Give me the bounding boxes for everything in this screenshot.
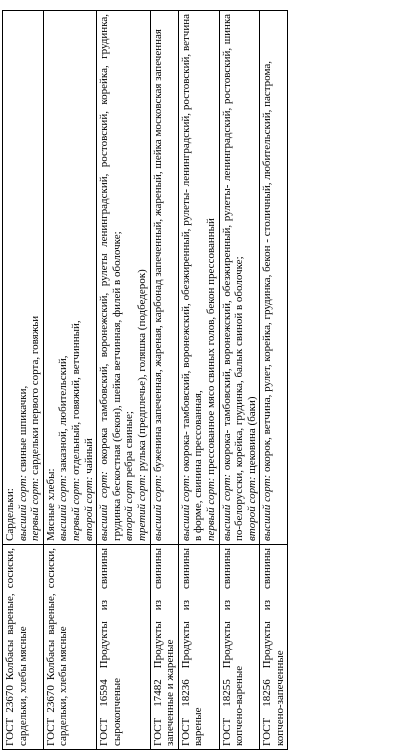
product-text: отдельный, говяжий, ветчинный, (69, 320, 82, 475)
product-line (29, 14, 42, 541)
grade-label: высший сорт: (57, 474, 70, 541)
product-line (70, 14, 83, 541)
table-row (178, 11, 219, 750)
product-line (98, 14, 123, 541)
standard-cell: ГОСТ 16594 Продукты из свинины сырокопченые (97, 545, 150, 750)
product-text: сардельки первого сорта, говяжьи (29, 315, 42, 475)
product-line (4, 14, 17, 541)
product-text: окорока- тамбовский, воронежский, обезжиренный, рулеты- ленинградский, ростовский, шинка по-белорусски, корейка, грудинка, балык свиной в оболочке; (220, 13, 246, 541)
product-line (261, 14, 274, 541)
standards-table (2, 10, 288, 750)
products-cell (219, 11, 260, 545)
table-row (260, 11, 288, 750)
product-text: окорока- тамбовский, воронежский, обезжиренный, рулеты- ленинградский, ростовский, ветчина в форме, свинина прессованная, (179, 14, 205, 541)
standard-cell: ГОСТ 18236 Продукты из свинины вареные (178, 545, 219, 750)
product-text: рулька (предплечье), голяшка (подбедерок) (135, 269, 148, 472)
grade-label: высший сорт: (16, 474, 29, 541)
product-text: Мясные хлебы: (44, 468, 57, 541)
grade-label: высший сорт: (261, 474, 274, 541)
product-text: окорок, ветчина, рулет, корейка, грудинка, бекон - столичный, любительский, пастрома, (261, 61, 274, 473)
product-line (180, 14, 205, 541)
grade-label: высший сорт: (179, 474, 192, 541)
grade-label: второй сорт: (245, 476, 258, 541)
standard-cell: ГОСТ 17482 Продукты из свинины запеченные и жареные (150, 545, 178, 750)
products-cell (97, 11, 150, 545)
grade-label: высший сорт: (220, 473, 233, 541)
products-cell (150, 11, 178, 545)
standard-cell: ГОСТ 18255 Продукты из свинины копчено-вареные (219, 545, 260, 750)
standard-cell: ГОСТ 18256 Продукты из свинины копчено-запеченные (260, 545, 288, 750)
standard-cell: ГОСТ 23670 Колбасы вареные, сосиски, сардельки, хлебы мясные (3, 545, 44, 750)
products-cell (178, 11, 219, 545)
grade-label: третий сорт: (135, 474, 148, 541)
product-line (45, 14, 58, 541)
products-cell (260, 11, 288, 545)
grade-label: первый сорт: (29, 477, 42, 541)
product-text: Сардельки: (4, 488, 16, 541)
products-cell (3, 11, 44, 545)
table-row (97, 11, 150, 750)
table-row (219, 11, 260, 750)
product-line (136, 14, 149, 541)
standard-cell: ГОСТ 23670 Колбасы вареные, сосиски, сардельки, хлебы мясные (43, 545, 96, 750)
grade-label: первый сорт: (69, 477, 82, 541)
product-line (57, 14, 70, 541)
product-text: заказной, любительский, (57, 355, 70, 473)
table-row (3, 11, 44, 750)
product-line (123, 14, 136, 541)
table-row (43, 11, 96, 750)
product-line (83, 14, 96, 541)
grade-label: высший сорт: (98, 471, 111, 541)
table-row (150, 11, 178, 750)
product-text: щековина (баки) (245, 396, 258, 474)
product-text: окорока тамбовский, воронежский, рулеты ленинградский, ростовский, корейка, грудинка, грудинка бескостная (бекон), шейка ветчинная, филей в оболочке; (98, 13, 123, 541)
product-text: свиные шпикачки, (16, 385, 29, 473)
grade-label: второй сорт (123, 480, 136, 541)
product-text: чайный (82, 438, 95, 474)
grade-label: первый сорт: (204, 477, 217, 541)
product-text: буженина запеченная, жареная, карбонад запеченный, жареный, шейка московская запеченная (151, 29, 164, 473)
product-text: ребра свиные; (123, 411, 136, 478)
product-line (205, 14, 218, 541)
product-text: прессованное мясо свиных голов, бекон прессованный (204, 218, 217, 475)
product-line (152, 14, 165, 541)
product-line (246, 14, 259, 541)
products-cell (43, 11, 96, 545)
standards-table-body (3, 11, 288, 750)
grade-label: высший сорт: (151, 474, 164, 541)
product-line (17, 14, 30, 541)
grade-label: второй сорт: (82, 476, 95, 541)
product-line (221, 14, 246, 541)
